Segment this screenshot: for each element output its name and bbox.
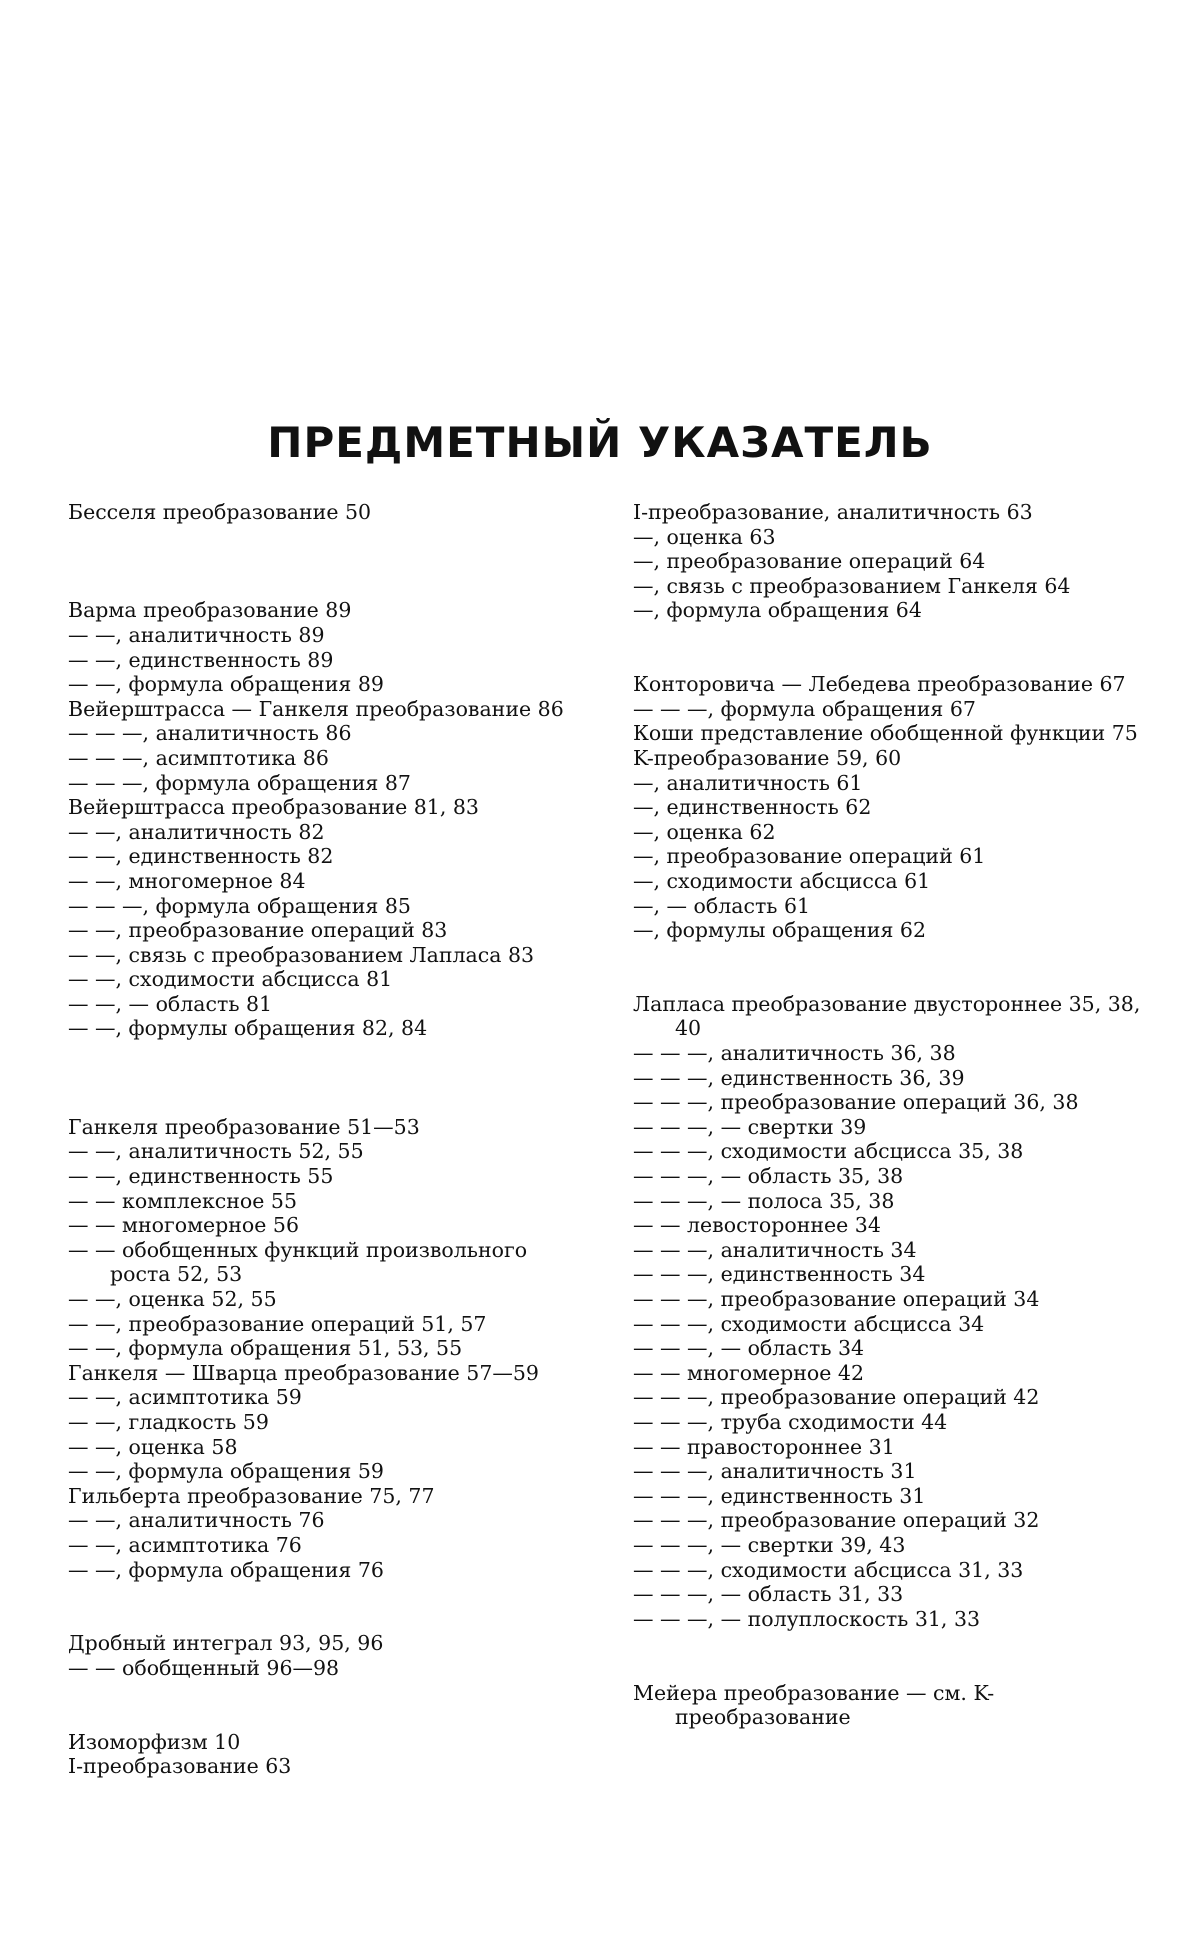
index-entry: — — —, — область 34 [633, 1336, 1143, 1361]
index-entry: — — левостороннее 34 [633, 1213, 1143, 1238]
section-gap [68, 1681, 578, 1730]
index-entry: — — —, — полуплоскость 31, 33 [633, 1607, 1143, 1632]
index-entry: — — —, аналитичность 31 [633, 1459, 1143, 1484]
section-gap [68, 1041, 578, 1115]
index-entry: — —, аналитичность 82 [68, 820, 578, 845]
index-entry: — —, преобразование операций 51, 57 [68, 1312, 578, 1337]
index-entry: — — —, — свертки 39 [633, 1115, 1143, 1140]
index-entry: Бесселя преобразование 50 [68, 500, 578, 525]
index-entry: —, связь с преобразованием Ганкеля 64 [633, 574, 1143, 599]
index-entry: Вейерштрасса — Ганкеля преобразование 86 [68, 697, 578, 722]
index-entry: Конторовича — Лебедева преобразование 67 [633, 672, 1143, 697]
index-entry: Вейерштрасса преобразование 81, 83 [68, 795, 578, 820]
index-entry: Изоморфизм 10 [68, 1730, 578, 1755]
index-entry: — — —, аналитичность 34 [633, 1238, 1143, 1263]
section-gap [68, 1582, 578, 1631]
index-entry: Ганкеля преобразование 51—53 [68, 1115, 578, 1140]
page-title: ПРЕДМЕТНЫЙ УКАЗАТЕЛЬ [0, 418, 1200, 467]
index-entry: — — —, сходимости абсцисса 35, 38 [633, 1139, 1143, 1164]
index-entry: —, формула обращения 64 [633, 598, 1143, 623]
section-gap [633, 1631, 1143, 1680]
index-entry: — — —, формула обращения 67 [633, 697, 1143, 722]
index-entry: — — многомерное 42 [633, 1361, 1143, 1386]
index-entry: — — —, труба сходимости 44 [633, 1410, 1143, 1435]
index-entry: — — —, сходимости абсцисса 34 [633, 1312, 1143, 1337]
index-entry: K-преобразование 59, 60 [633, 746, 1143, 771]
index-entry: —, сходимости абсцисса 61 [633, 869, 1143, 894]
index-entry: — — обобщенный 96—98 [68, 1656, 578, 1681]
index-entry: —, — область 61 [633, 894, 1143, 919]
index-entry: — — —, аналитичность 36, 38 [633, 1041, 1143, 1066]
section-gap [633, 943, 1143, 992]
index-entry: Ганкеля — Шварца преобразование 57—59 [68, 1361, 578, 1386]
index-entry: —, преобразование операций 64 [633, 549, 1143, 574]
index-entry: — — —, единственность 34 [633, 1262, 1143, 1287]
index-entry: Лапласа преобразование двустороннее 35, 38, 40 [633, 992, 1143, 1041]
index-entry: — — комплексное 55 [68, 1189, 578, 1214]
index-entry: — — —, преобразование операций 34 [633, 1287, 1143, 1312]
index-entry: — —, преобразование операций 83 [68, 918, 578, 943]
index-entry: — —, аналитичность 52, 55 [68, 1139, 578, 1164]
index-entry: — — —, — область 31, 33 [633, 1582, 1143, 1607]
section-gap [633, 623, 1143, 672]
index-entry: — —, аналитичность 76 [68, 1508, 578, 1533]
index-entry: — —, формула обращения 76 [68, 1558, 578, 1583]
index-entry: — — правостороннее 31 [633, 1435, 1143, 1460]
index-entry: — —, оценка 52, 55 [68, 1287, 578, 1312]
index-entry: — — —, единственность 31 [633, 1484, 1143, 1509]
index-entry: — —, многомерное 84 [68, 869, 578, 894]
index-entry: —, единственность 62 [633, 795, 1143, 820]
index-entry: — — —, асимптотика 86 [68, 746, 578, 771]
index-entry: — — —, преобразование операций 42 [633, 1385, 1143, 1410]
index-entry: — —, гладкость 59 [68, 1410, 578, 1435]
index-entry: —, формулы обращения 62 [633, 918, 1143, 943]
index-entry: I-преобразование, аналитичность 63 [633, 500, 1143, 525]
index-entry: — —, формула обращения 51, 53, 55 [68, 1336, 578, 1361]
index-entry: — —, единственность 55 [68, 1164, 578, 1189]
index-entry: I-преобразование 63 [68, 1754, 578, 1779]
index-entry: — — —, формула обращения 85 [68, 894, 578, 919]
index-entry: — —, связь с преобразованием Лапласа 83 [68, 943, 578, 968]
index-page [0, 0, 1200, 1935]
index-column-right [633, 500, 1143, 1730]
index-entry: Гильберта преобразование 75, 77 [68, 1484, 578, 1509]
index-entry: —, аналитичность 61 [633, 771, 1143, 796]
index-entry: — — —, — полоса 35, 38 [633, 1189, 1143, 1214]
index-entry: — —, формулы обращения 82, 84 [68, 1016, 578, 1041]
index-entry: — — —, формула обращения 87 [68, 771, 578, 796]
section-gap [68, 525, 578, 599]
index-entry: — —, сходимости абсцисса 81 [68, 967, 578, 992]
index-entry: Коши представление обобщенной функции 75 [633, 721, 1143, 746]
index-entry: — —, формула обращения 89 [68, 672, 578, 697]
index-entry: —, оценка 62 [633, 820, 1143, 845]
index-entry: — —, — область 81 [68, 992, 578, 1017]
index-entry: — — многомерное 56 [68, 1213, 578, 1238]
index-entry: —, преобразование операций 61 [633, 844, 1143, 869]
index-entry: — — —, сходимости абсцисса 31, 33 [633, 1558, 1143, 1583]
index-entry: — —, единственность 89 [68, 648, 578, 673]
index-column-left [68, 500, 578, 1779]
index-entry: — —, асимптотика 59 [68, 1385, 578, 1410]
index-entry: — — —, аналитичность 86 [68, 721, 578, 746]
index-entry: — — —, — область 35, 38 [633, 1164, 1143, 1189]
index-entry: — —, единственность 82 [68, 844, 578, 869]
index-entry: Мейера преобразование — см. K-преобразование [633, 1681, 1143, 1730]
index-entry: — — —, преобразование операций 32 [633, 1508, 1143, 1533]
index-entry: — —, оценка 58 [68, 1435, 578, 1460]
index-entry: —, оценка 63 [633, 525, 1143, 550]
index-entry: — — —, преобразование операций 36, 38 [633, 1090, 1143, 1115]
index-entry: Дробный интеграл 93, 95, 96 [68, 1631, 578, 1656]
index-entry: — — —, — свертки 39, 43 [633, 1533, 1143, 1558]
index-entry: — —, формула обращения 59 [68, 1459, 578, 1484]
index-entry: — — обобщенных функций произвольного роста 52, 53 [68, 1238, 578, 1287]
index-entry: — —, аналитичность 89 [68, 623, 578, 648]
index-entry: — —, асимптотика 76 [68, 1533, 578, 1558]
index-entry: Варма преобразование 89 [68, 598, 578, 623]
index-entry: — — —, единственность 36, 39 [633, 1066, 1143, 1091]
